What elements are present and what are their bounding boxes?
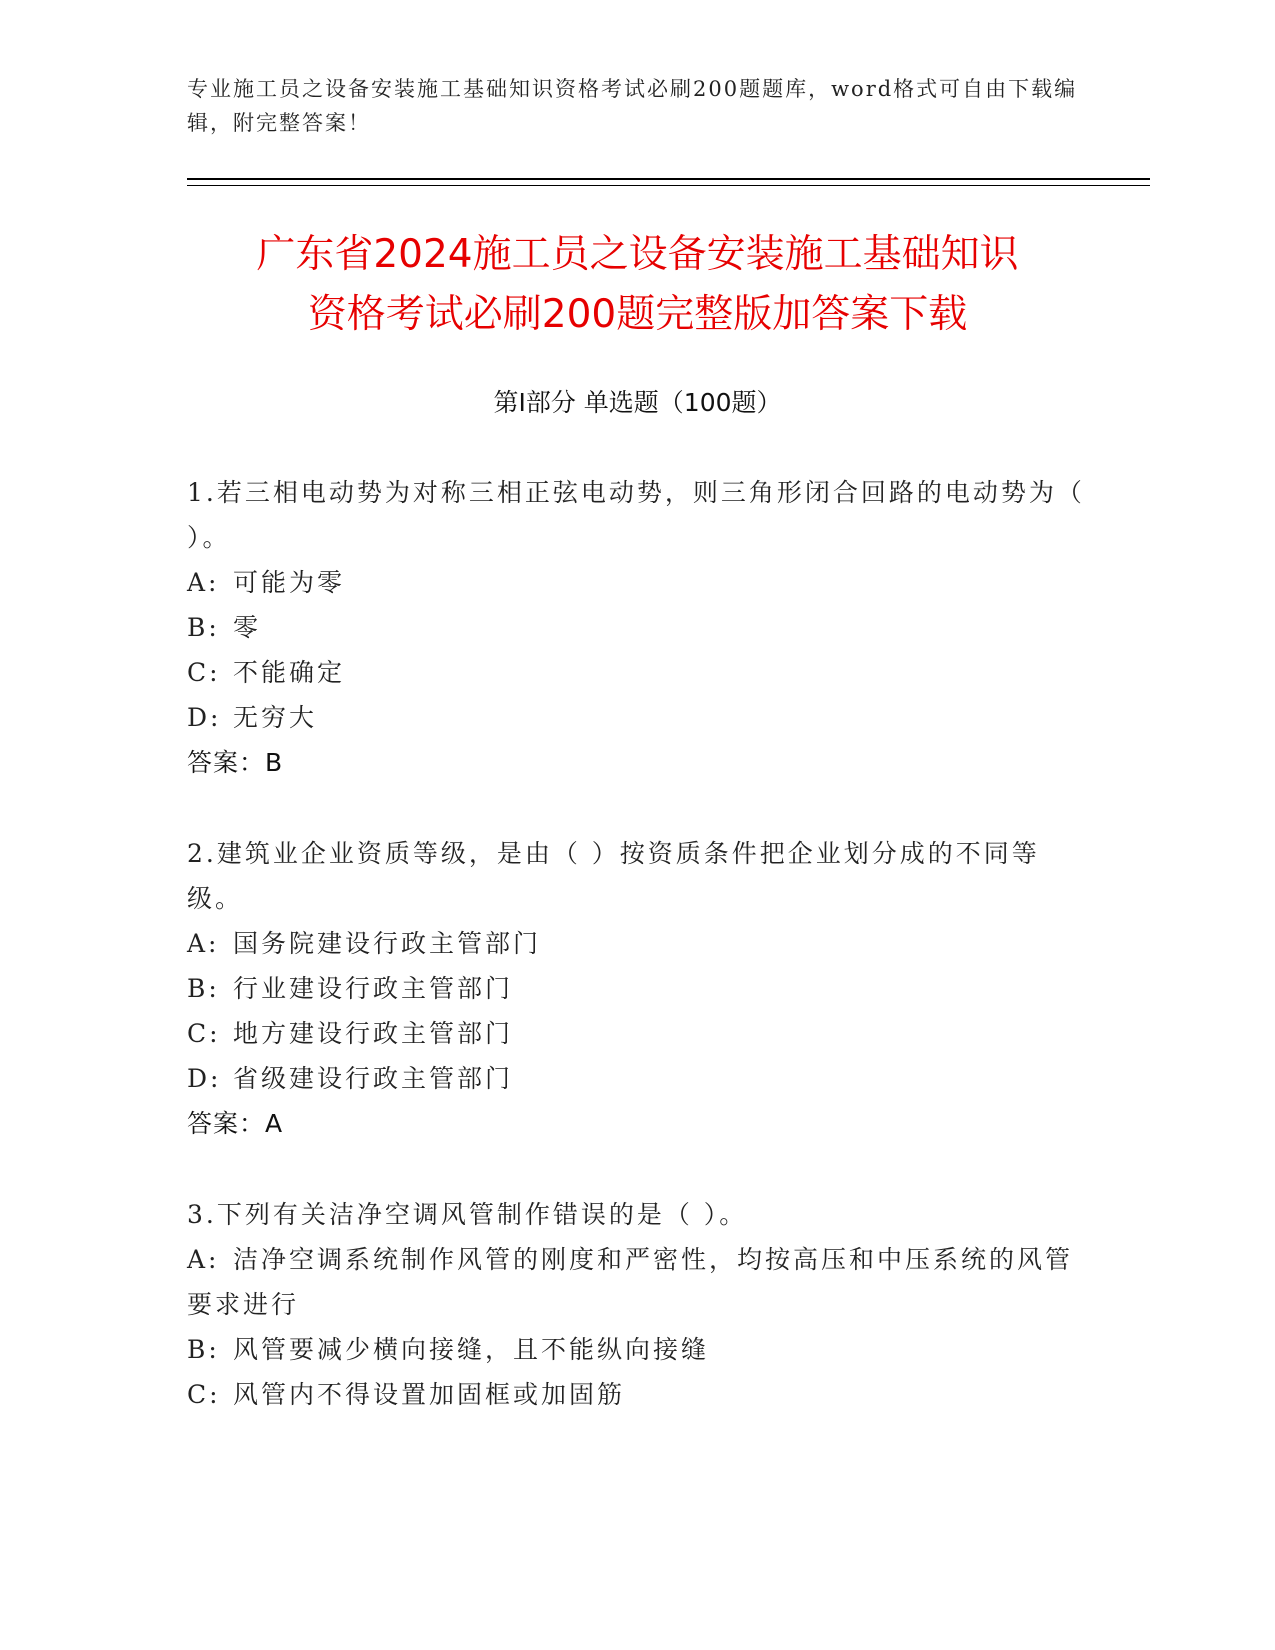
option-text: 风管要减少横向接缝，且不能纵向接缝 [233,1335,710,1364]
option-letter: D: [187,703,222,732]
header-rule-thin [187,185,1150,186]
document-title-line1: 广东省2024施工员之设备安装施工基础知识 [256,232,1019,277]
option-letter: A: [187,568,220,597]
option-letter: C: [187,658,221,687]
answer-line: 答案：B [187,748,284,777]
option-letter: B: [187,974,220,1003]
option-d [187,1056,1087,1101]
option-a [187,921,1087,966]
option-letter: B: [187,1335,220,1364]
option-c [187,650,1087,695]
option-letter: C: [187,1019,221,1048]
question-2 [187,831,1087,1146]
header-rule-thick [187,178,1150,180]
option-text: 地方建设行政主管部门 [233,1019,514,1048]
option-c [187,1011,1087,1056]
option-b [187,966,1087,1011]
option-letter: D: [187,1064,222,1093]
question-1 [187,470,1087,785]
option-b [187,1327,1087,1372]
option-b [187,605,1087,650]
option-text: 行业建设行政主管部门 [233,974,514,1003]
option-text: 风管内不得设置加固框或加固筋 [233,1380,626,1409]
option-d [187,695,1087,740]
question-text: 1.若三相电动势为对称三相正弦电动势，则三角形闭合回路的电动势为（ ）。 [187,478,1085,552]
option-text: 零 [233,613,262,642]
option-text: 不能确定 [233,658,346,687]
question-list [187,470,1087,1463]
option-c [187,1372,1087,1417]
option-letter: B: [187,613,220,642]
option-letter: A: [187,1245,220,1274]
question-3 [187,1192,1087,1417]
option-a [187,560,1087,605]
document-title [150,225,1125,345]
question-text: 2.建筑业企业资质等级，是由（ ）按资质条件把企业划分成的不同等级。 [187,839,1040,913]
header-note: 专业施工员之设备安装施工基础知识资格考试必刷200题题库，word格式可自由下载编辑，附完整答案！ [187,77,1078,135]
option-text: 洁净空调系统制作风管的刚度和严密性，均按高压和中压系统的风管要求进行 [187,1245,1074,1319]
option-text: 可能为零 [233,568,346,597]
option-text: 无穷大 [233,703,318,732]
option-text: 国务院建设行政主管部门 [233,929,542,958]
answer-line: 答案：A [187,1109,284,1138]
option-letter: C: [187,1380,221,1409]
option-letter: A: [187,929,220,958]
option-a [187,1237,1087,1327]
question-text: 3.下列有关洁净空调风管制作错误的是（ ）。 [187,1200,748,1229]
option-text: 省级建设行政主管部门 [233,1064,514,1093]
document-title-line2: 资格考试必刷200题完整版加答案下载 [307,292,968,337]
section-title: 第Ⅰ部分 单选题（100题） [493,388,782,417]
